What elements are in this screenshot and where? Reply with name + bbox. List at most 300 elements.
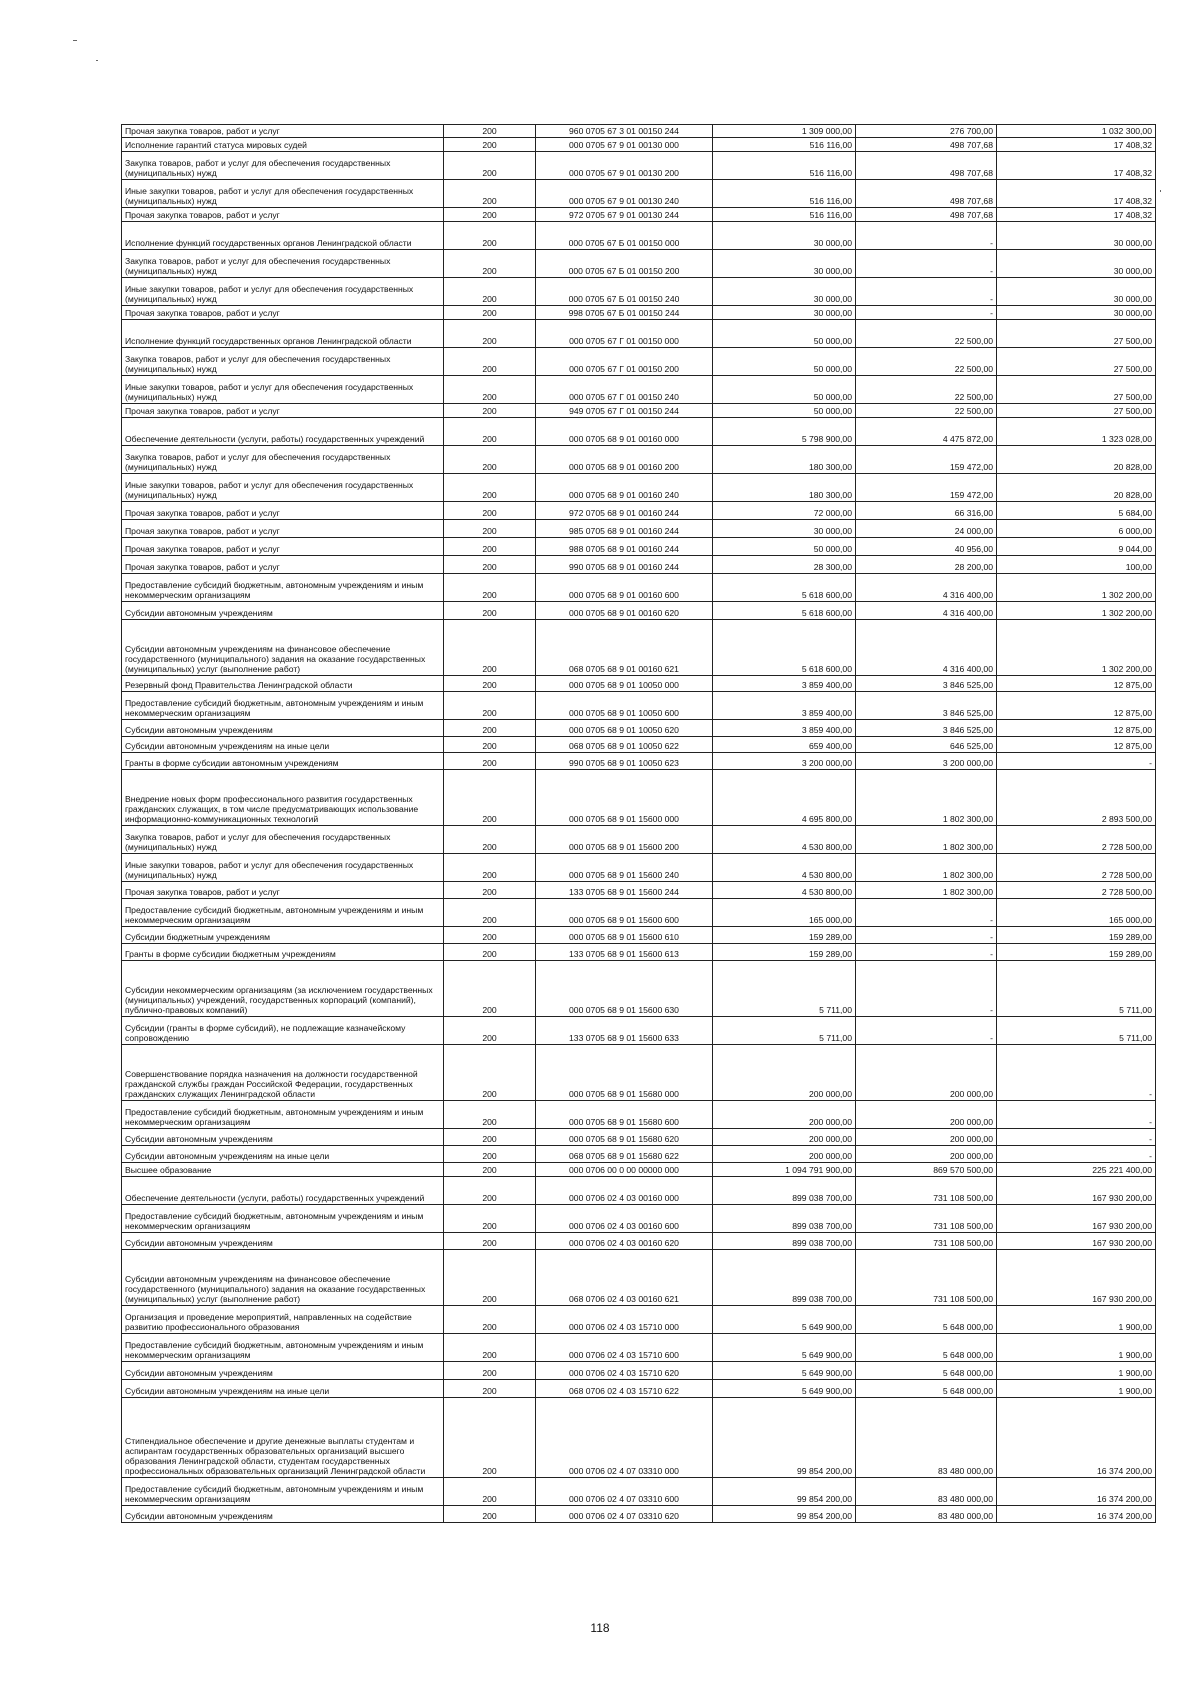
table-row — [122, 474, 1156, 502]
row-executed: 4 316 400,00 — [856, 574, 997, 602]
row-approved: 30 000,00 — [713, 278, 856, 306]
row-approved: 1 309 000,00 — [713, 125, 856, 138]
row-remaining: 12 875,00 — [997, 737, 1156, 753]
row-name: Организация и проведение мероприятий, направленных на содействие развитию профессионального образования — [122, 1306, 444, 1334]
row-name: Стипендиальное обеспечение и другие денежные выплаты студентам и аспирантам государственных образовательных организаций высшего образования Ленинградской области, студентам государственных профессиональных образовательных организаций Ленинградской области — [122, 1398, 444, 1478]
row-remaining: - — [997, 753, 1156, 770]
scan-speck — [96, 60, 98, 61]
row-budget-code: 133 0705 68 9 01 15600 613 — [536, 944, 713, 961]
row-approved: 899 038 700,00 — [713, 1177, 856, 1205]
row-line-code: 200 — [444, 556, 536, 574]
table-row — [122, 826, 1156, 854]
row-line-code: 200 — [444, 1362, 536, 1380]
row-line-code: 200 — [444, 208, 536, 222]
row-executed: 5 648 000,00 — [856, 1306, 997, 1334]
row-remaining: 1 032 300,00 — [997, 125, 1156, 138]
row-line-code: 200 — [444, 692, 536, 720]
row-budget-code: 133 0705 68 9 01 15600 633 — [536, 1017, 713, 1045]
table-row — [122, 961, 1156, 1017]
scan-speck — [73, 40, 77, 41]
row-approved: 659 400,00 — [713, 737, 856, 753]
row-approved: 159 289,00 — [713, 927, 856, 944]
row-name: Закупка товаров, работ и услуг для обеспечения государственных (муниципальных) нужд — [122, 446, 444, 474]
table-row — [122, 376, 1156, 404]
row-remaining: 2 728 500,00 — [997, 882, 1156, 899]
row-remaining: - — [997, 1045, 1156, 1101]
row-line-code: 200 — [444, 602, 536, 620]
row-executed: 731 108 500,00 — [856, 1205, 997, 1233]
row-name: Прочая закупка товаров, работ и услуг — [122, 208, 444, 222]
row-line-code: 200 — [444, 944, 536, 961]
table-row — [122, 944, 1156, 961]
row-name: Субсидии автономным учреждениям на финансовое обеспечение государственного (муниципального) задания на оказание государственных (муниципальных) услуг (выполнение работ) — [122, 620, 444, 676]
row-executed: - — [856, 278, 997, 306]
row-line-code: 200 — [444, 376, 536, 404]
row-executed: 83 480 000,00 — [856, 1478, 997, 1506]
row-remaining: 2 728 500,00 — [997, 826, 1156, 854]
row-line-code: 200 — [444, 306, 536, 320]
row-line-code: 200 — [444, 1205, 536, 1233]
row-executed: 159 472,00 — [856, 446, 997, 474]
table-row — [122, 1506, 1156, 1523]
row-name: Предоставление субсидий бюджетным, автономным учреждениям и иным некоммерческим организациям — [122, 692, 444, 720]
row-remaining: 165 000,00 — [997, 899, 1156, 927]
row-remaining: 1 900,00 — [997, 1380, 1156, 1398]
row-executed: - — [856, 927, 997, 944]
table-row — [122, 250, 1156, 278]
row-executed: 1 802 300,00 — [856, 854, 997, 882]
budget-table — [121, 124, 1156, 1523]
table-row — [122, 1045, 1156, 1101]
row-approved: 5 618 600,00 — [713, 620, 856, 676]
row-name: Высшее образование — [122, 1163, 444, 1177]
row-name: Прочая закупка товаров, работ и услуг — [122, 125, 444, 138]
row-approved: 899 038 700,00 — [713, 1205, 856, 1233]
row-approved: 30 000,00 — [713, 520, 856, 538]
row-name: Прочая закупка товаров, работ и услуг — [122, 882, 444, 899]
row-name: Исполнение гарантий статуса мировых судей — [122, 138, 444, 152]
row-remaining: 2 728 500,00 — [997, 854, 1156, 882]
row-budget-code: 998 0705 67 Б 01 00150 244 — [536, 306, 713, 320]
row-remaining: 12 875,00 — [997, 720, 1156, 737]
row-approved: 5 798 900,00 — [713, 418, 856, 446]
row-approved: 165 000,00 — [713, 899, 856, 927]
table-row — [122, 306, 1156, 320]
row-remaining: 1 900,00 — [997, 1362, 1156, 1380]
row-executed: 200 000,00 — [856, 1101, 997, 1129]
row-budget-code: 000 0705 68 9 01 00160 000 — [536, 418, 713, 446]
row-remaining: 1 302 200,00 — [997, 602, 1156, 620]
row-line-code: 200 — [444, 1017, 536, 1045]
table-row — [122, 882, 1156, 899]
row-remaining: 12 875,00 — [997, 676, 1156, 692]
row-executed: 200 000,00 — [856, 1146, 997, 1163]
row-remaining: 20 828,00 — [997, 446, 1156, 474]
row-line-code: 200 — [444, 720, 536, 737]
row-line-code: 200 — [444, 1334, 536, 1362]
table-row — [122, 854, 1156, 882]
row-executed: 1 802 300,00 — [856, 770, 997, 826]
row-approved: 5 649 900,00 — [713, 1306, 856, 1334]
row-approved: 30 000,00 — [713, 306, 856, 320]
row-budget-code: 000 0706 02 4 03 00160 000 — [536, 1177, 713, 1205]
row-executed: 498 707,68 — [856, 180, 997, 208]
page-number: 118 — [590, 1621, 610, 1635]
row-budget-code: 000 0705 68 9 01 10050 600 — [536, 692, 713, 720]
table-row — [122, 1250, 1156, 1306]
table-row — [122, 737, 1156, 753]
row-remaining: 17 408,32 — [997, 208, 1156, 222]
row-executed: - — [856, 250, 997, 278]
row-approved: 4 530 800,00 — [713, 854, 856, 882]
row-name: Внедрение новых форм профессионального развития государственных гражданских служащих, в том числе предусматривающих использование информационно-коммуникационных технологий — [122, 770, 444, 826]
row-approved: 200 000,00 — [713, 1045, 856, 1101]
row-line-code: 200 — [444, 854, 536, 882]
row-remaining: 27 500,00 — [997, 320, 1156, 348]
row-line-code: 200 — [444, 320, 536, 348]
row-approved: 899 038 700,00 — [713, 1250, 856, 1306]
row-remaining: 30 000,00 — [997, 222, 1156, 250]
table-row — [122, 222, 1156, 250]
row-approved: 516 116,00 — [713, 138, 856, 152]
row-approved: 99 854 200,00 — [713, 1478, 856, 1506]
row-executed: - — [856, 944, 997, 961]
row-executed: - — [856, 899, 997, 927]
row-approved: 5 711,00 — [713, 961, 856, 1017]
row-remaining: 17 408,32 — [997, 138, 1156, 152]
table-row — [122, 1163, 1156, 1177]
row-approved: 5 649 900,00 — [713, 1362, 856, 1380]
row-remaining: - — [997, 1146, 1156, 1163]
table-row — [122, 1101, 1156, 1129]
row-name: Иные закупки товаров, работ и услуг для обеспечения государственных (муниципальных) нужд — [122, 854, 444, 882]
table-row — [122, 180, 1156, 208]
row-budget-code: 068 0706 02 4 03 15710 622 — [536, 1380, 713, 1398]
row-approved: 200 000,00 — [713, 1101, 856, 1129]
row-budget-code: 000 0705 68 9 01 15600 630 — [536, 961, 713, 1017]
row-budget-code: 000 0705 68 9 01 15600 610 — [536, 927, 713, 944]
row-name: Прочая закупка товаров, работ и услуг — [122, 404, 444, 418]
row-name: Субсидии автономным учреждениям на иные цели — [122, 1146, 444, 1163]
row-budget-code: 000 0705 67 9 01 00130 240 — [536, 180, 713, 208]
row-approved: 99 854 200,00 — [713, 1398, 856, 1478]
row-line-code: 200 — [444, 250, 536, 278]
row-budget-code: 068 0705 68 9 01 00160 621 — [536, 620, 713, 676]
row-approved: 180 300,00 — [713, 446, 856, 474]
row-name: Исполнение функций государственных органов Ленинградской области — [122, 222, 444, 250]
row-budget-code: 000 0705 68 9 01 15600 600 — [536, 899, 713, 927]
table-row — [122, 1146, 1156, 1163]
budget-table-body — [122, 125, 1156, 1523]
table-row — [122, 152, 1156, 180]
row-line-code: 200 — [444, 1146, 536, 1163]
row-line-code: 200 — [444, 1129, 536, 1146]
table-row — [122, 692, 1156, 720]
row-executed: 869 570 500,00 — [856, 1163, 997, 1177]
row-remaining: 9 044,00 — [997, 538, 1156, 556]
row-approved: 4 530 800,00 — [713, 826, 856, 854]
row-name: Субсидии некоммерческим организациям (за исключением государственных (муниципальных) учреждений, государственных корпораций (компаний), публично-правовых компаний) — [122, 961, 444, 1017]
row-remaining: 6 000,00 — [997, 520, 1156, 538]
row-line-code: 200 — [444, 1101, 536, 1129]
row-budget-code: 000 0705 67 9 01 00130 200 — [536, 152, 713, 180]
row-remaining: 167 930 200,00 — [997, 1233, 1156, 1250]
table-row — [122, 927, 1156, 944]
table-row — [122, 620, 1156, 676]
row-line-code: 200 — [444, 446, 536, 474]
row-approved: 4 530 800,00 — [713, 882, 856, 899]
row-remaining: 225 221 400,00 — [997, 1163, 1156, 1177]
row-line-code: 200 — [444, 348, 536, 376]
row-remaining: 27 500,00 — [997, 348, 1156, 376]
row-line-code: 200 — [444, 180, 536, 208]
row-remaining: 1 302 200,00 — [997, 574, 1156, 602]
row-budget-code: 000 0706 02 4 03 15710 620 — [536, 1362, 713, 1380]
row-approved: 50 000,00 — [713, 538, 856, 556]
row-approved: 5 649 900,00 — [713, 1380, 856, 1398]
row-line-code: 200 — [444, 1250, 536, 1306]
row-budget-code: 990 0705 68 9 01 00160 244 — [536, 556, 713, 574]
row-executed: 1 802 300,00 — [856, 826, 997, 854]
row-executed: - — [856, 1017, 997, 1045]
row-name: Закупка товаров, работ и услуг для обеспечения государственных (муниципальных) нужд — [122, 152, 444, 180]
row-name: Предоставление субсидий бюджетным, автономным учреждениям и иным некоммерческим организациям — [122, 574, 444, 602]
table-row — [122, 538, 1156, 556]
row-name: Гранты в форме субсидии автономным учреждениям — [122, 753, 444, 770]
row-remaining: 27 500,00 — [997, 376, 1156, 404]
row-line-code: 200 — [444, 1177, 536, 1205]
row-line-code: 200 — [444, 418, 536, 446]
row-budget-code: 972 0705 68 9 01 00160 244 — [536, 502, 713, 520]
row-executed: 3 846 525,00 — [856, 676, 997, 692]
row-executed: 1 802 300,00 — [856, 882, 997, 899]
row-line-code: 200 — [444, 1306, 536, 1334]
table-row — [122, 1233, 1156, 1250]
row-executed: 66 316,00 — [856, 502, 997, 520]
row-name: Субсидии (гранты в форме субсидий), не подлежащие казначейскому сопровождению — [122, 1017, 444, 1045]
row-executed: 4 316 400,00 — [856, 602, 997, 620]
row-remaining: 167 930 200,00 — [997, 1177, 1156, 1205]
row-budget-code: 985 0705 68 9 01 00160 244 — [536, 520, 713, 538]
table-row — [122, 348, 1156, 376]
row-approved: 30 000,00 — [713, 222, 856, 250]
row-budget-code: 000 0705 68 9 01 10050 000 — [536, 676, 713, 692]
table-row — [122, 1205, 1156, 1233]
row-remaining: - — [997, 1101, 1156, 1129]
row-remaining: 16 374 200,00 — [997, 1398, 1156, 1478]
row-budget-code: 000 0706 02 4 03 00160 620 — [536, 1233, 713, 1250]
row-budget-code: 000 0706 02 4 03 00160 600 — [536, 1205, 713, 1233]
row-approved: 50 000,00 — [713, 348, 856, 376]
row-executed: 3 846 525,00 — [856, 692, 997, 720]
row-budget-code: 133 0705 68 9 01 15600 244 — [536, 882, 713, 899]
row-approved: 180 300,00 — [713, 474, 856, 502]
row-name: Субсидии автономным учреждениям — [122, 602, 444, 620]
row-approved: 99 854 200,00 — [713, 1506, 856, 1523]
row-executed: 5 648 000,00 — [856, 1380, 997, 1398]
row-budget-code: 000 0706 00 0 00 00000 000 — [536, 1163, 713, 1177]
table-row — [122, 770, 1156, 826]
row-executed: - — [856, 222, 997, 250]
row-budget-code: 000 0706 02 4 03 15710 600 — [536, 1334, 713, 1362]
row-executed: 498 707,68 — [856, 138, 997, 152]
row-name: Закупка товаров, работ и услуг для обеспечения государственных (муниципальных) нужд — [122, 250, 444, 278]
row-approved: 30 000,00 — [713, 250, 856, 278]
row-line-code: 200 — [444, 502, 536, 520]
row-remaining: 5 684,00 — [997, 502, 1156, 520]
row-executed: 28 200,00 — [856, 556, 997, 574]
row-line-code: 200 — [444, 1380, 536, 1398]
row-budget-code: 960 0705 67 3 01 00150 244 — [536, 125, 713, 138]
row-executed: - — [856, 306, 997, 320]
row-name: Субсидии автономным учреждениям на иные цели — [122, 737, 444, 753]
table-row — [122, 574, 1156, 602]
row-approved: 50 000,00 — [713, 320, 856, 348]
row-remaining: 17 408,32 — [997, 180, 1156, 208]
row-line-code: 200 — [444, 222, 536, 250]
table-row — [122, 278, 1156, 306]
row-line-code: 200 — [444, 574, 536, 602]
row-budget-code: 000 0705 68 9 01 15680 000 — [536, 1045, 713, 1101]
row-remaining: 100,00 — [997, 556, 1156, 574]
row-budget-code: 972 0705 67 9 01 00130 244 — [536, 208, 713, 222]
row-executed: 498 707,68 — [856, 208, 997, 222]
row-budget-code: 949 0705 67 Г 01 00150 244 — [536, 404, 713, 418]
row-budget-code: 068 0706 02 4 03 00160 621 — [536, 1250, 713, 1306]
row-name: Иные закупки товаров, работ и услуг для обеспечения государственных (муниципальных) нужд — [122, 376, 444, 404]
row-budget-code: 000 0706 02 4 03 15710 000 — [536, 1306, 713, 1334]
row-executed: 4 475 872,00 — [856, 418, 997, 446]
row-line-code: 200 — [444, 676, 536, 692]
table-row — [122, 1478, 1156, 1506]
row-name: Предоставление субсидий бюджетным, автономным учреждениям и иным некоммерческим организациям — [122, 899, 444, 927]
row-budget-code: 000 0705 67 Б 01 00150 240 — [536, 278, 713, 306]
row-name: Прочая закупка товаров, работ и услуг — [122, 556, 444, 574]
row-line-code: 200 — [444, 520, 536, 538]
row-budget-code: 000 0705 67 9 01 00130 000 — [536, 138, 713, 152]
row-budget-code: 000 0706 02 4 07 03310 600 — [536, 1478, 713, 1506]
row-budget-code: 000 0706 02 4 07 03310 000 — [536, 1398, 713, 1478]
row-budget-code: 990 0705 68 9 01 10050 623 — [536, 753, 713, 770]
row-line-code: 200 — [444, 1398, 536, 1478]
table-row — [122, 446, 1156, 474]
row-line-code: 200 — [444, 138, 536, 152]
row-executed: 4 316 400,00 — [856, 620, 997, 676]
table-row — [122, 320, 1156, 348]
row-line-code: 200 — [444, 961, 536, 1017]
row-executed: 83 480 000,00 — [856, 1398, 997, 1478]
row-line-code: 200 — [444, 620, 536, 676]
table-row — [122, 208, 1156, 222]
row-line-code: 200 — [444, 278, 536, 306]
row-name: Субсидии автономным учреждениям — [122, 1233, 444, 1250]
table-row — [122, 1017, 1156, 1045]
row-executed: 83 480 000,00 — [856, 1506, 997, 1523]
row-approved: 3 859 400,00 — [713, 720, 856, 737]
row-approved: 200 000,00 — [713, 1129, 856, 1146]
row-line-code: 200 — [444, 737, 536, 753]
row-name: Исполнение функций государственных органов Ленинградской области — [122, 320, 444, 348]
row-line-code: 200 — [444, 1163, 536, 1177]
row-budget-code: 988 0705 68 9 01 00160 244 — [536, 538, 713, 556]
row-name: Предоставление субсидий бюджетным, автономным учреждениям и иным некоммерческим организациям — [122, 1101, 444, 1129]
row-line-code: 200 — [444, 474, 536, 502]
table-row — [122, 602, 1156, 620]
table-row — [122, 1306, 1156, 1334]
row-remaining: 1 900,00 — [997, 1306, 1156, 1334]
table-row — [122, 1129, 1156, 1146]
row-remaining: 5 711,00 — [997, 1017, 1156, 1045]
row-budget-code: 000 0705 68 9 01 00160 600 — [536, 574, 713, 602]
table-row — [122, 1177, 1156, 1205]
scan-speck — [1160, 190, 1161, 192]
row-executed: 40 956,00 — [856, 538, 997, 556]
row-remaining: 27 500,00 — [997, 404, 1156, 418]
row-name: Иные закупки товаров, работ и услуг для обеспечения государственных (муниципальных) нужд — [122, 474, 444, 502]
row-remaining: 1 302 200,00 — [997, 620, 1156, 676]
row-name: Закупка товаров, работ и услуг для обеспечения государственных (муниципальных) нужд — [122, 348, 444, 376]
row-line-code: 200 — [444, 826, 536, 854]
row-budget-code: 000 0705 68 9 01 15680 620 — [536, 1129, 713, 1146]
row-line-code: 200 — [444, 927, 536, 944]
row-executed: 731 108 500,00 — [856, 1233, 997, 1250]
row-remaining: 30 000,00 — [997, 278, 1156, 306]
row-approved: 200 000,00 — [713, 1146, 856, 1163]
table-row — [122, 1362, 1156, 1380]
row-approved: 899 038 700,00 — [713, 1233, 856, 1250]
row-budget-code: 000 0705 67 Г 01 00150 200 — [536, 348, 713, 376]
row-approved: 50 000,00 — [713, 404, 856, 418]
table-row — [122, 1398, 1156, 1478]
row-approved: 50 000,00 — [713, 376, 856, 404]
row-line-code: 200 — [444, 899, 536, 927]
row-remaining: 1 900,00 — [997, 1334, 1156, 1362]
row-executed: 200 000,00 — [856, 1129, 997, 1146]
row-line-code: 200 — [444, 882, 536, 899]
row-approved: 1 094 791 900,00 — [713, 1163, 856, 1177]
row-executed: 3 846 525,00 — [856, 720, 997, 737]
row-name: Иные закупки товаров, работ и услуг для обеспечения государственных (муниципальных) нужд — [122, 278, 444, 306]
row-approved: 5 649 900,00 — [713, 1334, 856, 1362]
row-name: Прочая закупка товаров, работ и услуг — [122, 502, 444, 520]
row-executed: 22 500,00 — [856, 348, 997, 376]
row-budget-code: 000 0705 68 9 01 00160 240 — [536, 474, 713, 502]
row-approved: 72 000,00 — [713, 502, 856, 520]
table-row — [122, 138, 1156, 152]
row-approved: 516 116,00 — [713, 208, 856, 222]
row-budget-code: 000 0705 68 9 01 15600 240 — [536, 854, 713, 882]
row-line-code: 200 — [444, 538, 536, 556]
row-name: Субсидии автономным учреждениям на финансовое обеспечение государственного (муниципального) задания на оказание государственных (муниципальных) услуг (выполнение работ) — [122, 1250, 444, 1306]
row-approved: 5 711,00 — [713, 1017, 856, 1045]
row-remaining: 2 893 500,00 — [997, 770, 1156, 826]
row-executed: 200 000,00 — [856, 1045, 997, 1101]
table-row — [122, 418, 1156, 446]
row-name: Субсидии автономным учреждениям — [122, 1129, 444, 1146]
row-budget-code: 000 0705 68 9 01 15600 200 — [536, 826, 713, 854]
table-row — [122, 1334, 1156, 1362]
row-line-code: 200 — [444, 125, 536, 138]
row-line-code: 200 — [444, 1506, 536, 1523]
row-executed: 276 700,00 — [856, 125, 997, 138]
row-executed: 731 108 500,00 — [856, 1177, 997, 1205]
row-budget-code: 000 0705 68 9 01 15600 000 — [536, 770, 713, 826]
row-approved: 3 200 000,00 — [713, 753, 856, 770]
table-row — [122, 899, 1156, 927]
table-row — [122, 404, 1156, 418]
row-approved: 516 116,00 — [713, 152, 856, 180]
row-line-code: 200 — [444, 1233, 536, 1250]
